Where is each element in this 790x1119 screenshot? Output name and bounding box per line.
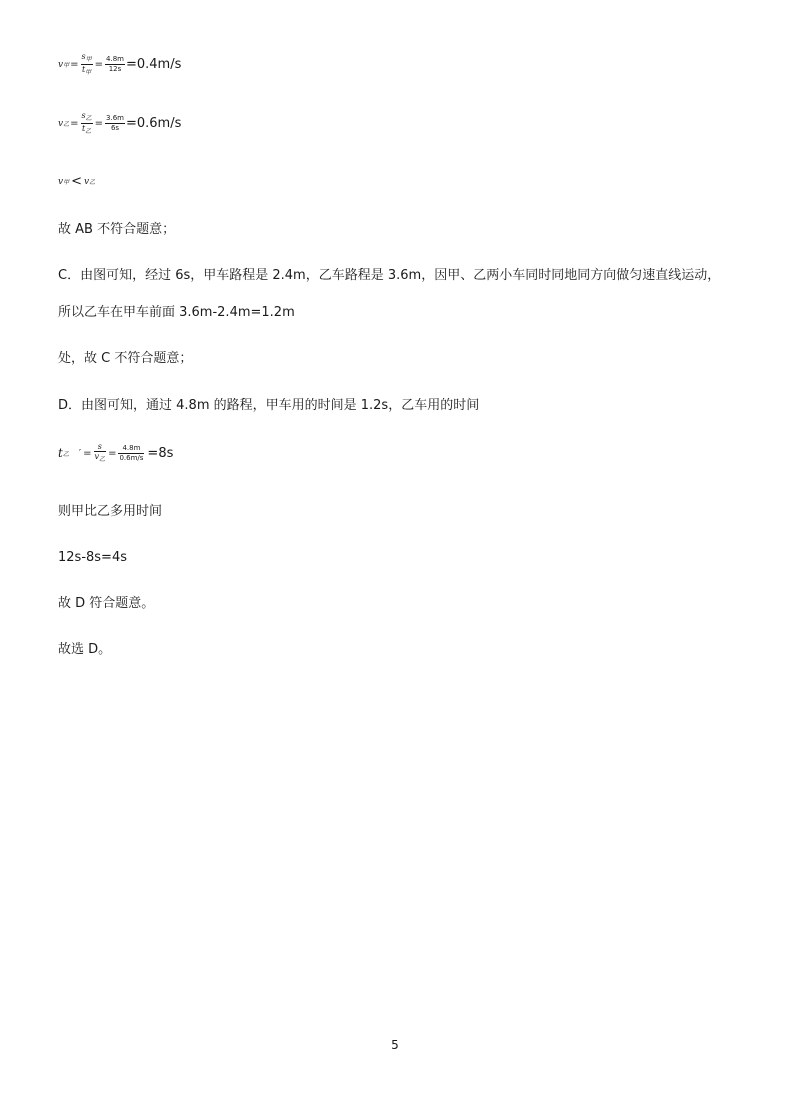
frac-num: 4.8m <box>122 443 141 452</box>
text-line: C．由图可知，经过 6s，甲车路程是 2.4m，乙车路程是 3.6m，因甲、乙两小车同时同地同方向做匀速直线运动， <box>58 268 721 283</box>
less-than-sign: < <box>71 174 83 189</box>
equation-v-yi <box>58 111 181 136</box>
frac-den: 0.6m/s <box>119 453 144 462</box>
eq-sub: 乙 <box>63 121 70 128</box>
eq-var: v <box>58 176 64 187</box>
eq-sign: = <box>83 447 92 459</box>
eq-sub: 乙 <box>62 450 69 458</box>
text-line: D．由图可知，通过 4.8m 的路程，甲车用的时间是 1.2s，乙车用的时间 <box>58 398 480 413</box>
eq-sign: = <box>94 118 104 129</box>
text-line: 则甲比乙多用时间 <box>58 504 163 519</box>
frac-num: s <box>81 52 86 61</box>
equation-t-yi <box>58 442 173 464</box>
eq-result: =8s <box>147 445 174 461</box>
frac-den: 12s <box>108 65 122 73</box>
eq-sign: = <box>70 59 79 70</box>
eq-sub: 乙 <box>89 179 96 186</box>
frac-num-sub: 甲 <box>85 56 92 63</box>
eq-sign: = <box>70 118 79 129</box>
frac-den-sub: 乙 <box>99 456 106 463</box>
eq-var: v <box>84 176 90 187</box>
text-line: 故选 D。 <box>58 642 112 657</box>
frac-num-sub: 乙 <box>85 115 92 122</box>
eq-sub: 甲 <box>63 179 70 186</box>
text-line: 故 AB 不符合题意； <box>58 222 176 237</box>
text-line: 所以乙车在甲车前面 3.6m-2.4m=1.2m <box>58 305 295 320</box>
eq-sub: 甲 <box>63 62 70 69</box>
symbol-fraction <box>81 111 93 136</box>
frac-den: 6s <box>110 124 120 132</box>
eq-var: v <box>58 118 64 129</box>
eq-sign: = <box>94 59 104 70</box>
frac-num: s <box>97 442 102 451</box>
value-fraction <box>105 114 125 133</box>
frac-den: v <box>94 452 100 461</box>
text-line: 12s-8s=4s <box>58 550 127 565</box>
eq-sign: = <box>108 447 117 459</box>
frac-den: t <box>81 124 86 133</box>
frac-num: 4.8m <box>106 55 124 63</box>
frac-den-sub: 甲 <box>85 69 92 76</box>
prime-mark: ′ <box>78 447 82 459</box>
eq-var: t <box>58 446 63 460</box>
value-fraction <box>118 444 144 463</box>
text-line: 故 D 符合题意。 <box>58 596 155 611</box>
frac-num: s <box>81 111 86 120</box>
equation-v-jia <box>58 52 181 77</box>
page-number: 5 <box>391 1038 399 1052</box>
equation-compare <box>58 174 95 189</box>
text-line: 处，故 C 不符合题意； <box>58 351 193 366</box>
eq-var: v <box>58 59 64 70</box>
frac-den: t <box>81 65 86 74</box>
eq-result: =0.6m/s <box>125 116 182 131</box>
symbol-fraction <box>81 52 93 77</box>
frac-num: 3.6m <box>106 114 124 122</box>
symbol-fraction <box>94 442 107 464</box>
eq-result: =0.4m/s <box>125 57 182 72</box>
value-fraction <box>105 55 125 74</box>
frac-den-sub: 乙 <box>85 128 92 135</box>
